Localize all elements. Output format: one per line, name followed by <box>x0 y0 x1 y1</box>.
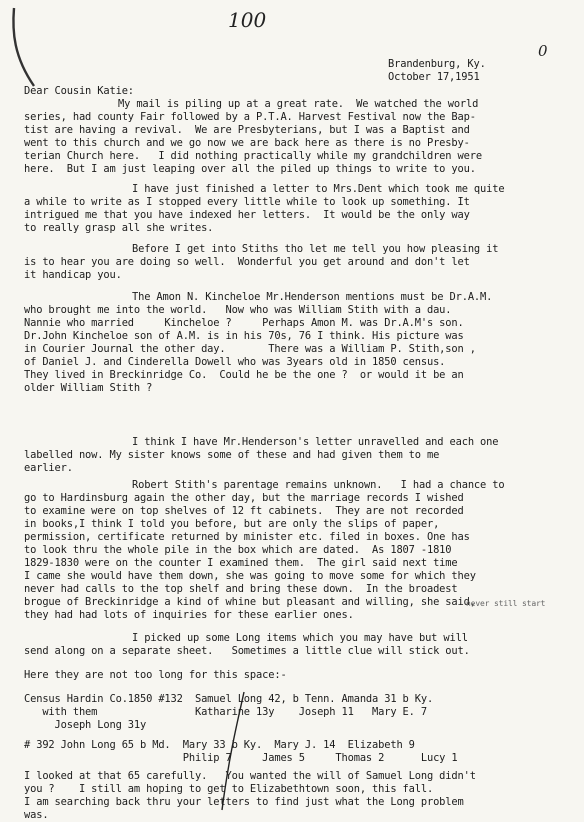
closing-line: I looked at that 65 carefully. You wanted the will of Samuel Long didn't <box>24 770 476 782</box>
paragraph-line: labelled now. My sister knows some of these and had given them to me <box>24 449 440 461</box>
letter-date: October 17,1951 <box>388 71 480 83</box>
paragraph-line: go to Hardinsburg again the other day, but the marriage records I wished <box>24 492 464 504</box>
paragraph-line: I have just finished a letter to Mrs.Dent which took me quite <box>132 183 505 195</box>
margin-bracket-mark <box>4 2 40 92</box>
circled-mark: 0 <box>538 42 548 60</box>
paragraph-line: brogue of Breckinridge a kind of whine but pleasant and willing, she said, <box>24 596 476 608</box>
paragraph-line: a while to write as I stopped every little while to look up something. It <box>24 196 470 208</box>
paragraph-line: older William Stith ? <box>24 382 153 394</box>
salutation: Dear Cousin Katie: <box>24 85 134 97</box>
paragraph-line: The Amon N. Kincheloe Mr.Henderson mentions must be Dr.A.M. <box>132 291 493 303</box>
paragraph-line: in Courier Journal the other day. There was a William P. Stith,son , <box>24 343 476 355</box>
paragraph-line: Before I get into Stiths tho let me tell you how pleasing it <box>132 243 499 255</box>
paragraph-line: 1829-1830 were on the counter I examined them. The girl said next time <box>24 557 458 569</box>
census-line: with them Katharine 13y Joseph 11 Mary E. 7 <box>24 706 427 718</box>
paragraph-line: it handicap you. <box>24 269 122 281</box>
paragraph-line: of Daniel J. and Cinderella Dowell who was 3years old in 1850 census. <box>24 356 446 368</box>
paragraph-line: Robert Stith's parentage remains unknown. I had a chance to <box>132 479 505 491</box>
paragraph-line: to examine were on top shelves of 12 ft cabinets. They are not recorded <box>24 505 464 517</box>
paragraph-line: earlier. <box>24 462 73 474</box>
paragraph-line: terian Church here. I did nothing practically while my grandchildren were <box>24 150 482 162</box>
paragraph-line: is to hear you are doing so well. Wonderful you get around and don't let <box>24 256 470 268</box>
census-line: Census Hardin Co.1850 #132 Samuel Long 42, b Tenn. Amanda 31 b Ky. <box>24 693 434 705</box>
paragraph-line: I came she would have them down, she was going to move some for which they <box>24 570 476 582</box>
paragraph-line: intrigued me that you have indexed her letters. It would be the only way <box>24 209 470 221</box>
paragraph-line: went to this church and we go now we are back here as there is no Presby- <box>24 137 470 149</box>
paragraph-line: Here they are not too long for this space:- <box>24 669 287 681</box>
paragraph-line: Dr.John Kincheloe son of A.M. is in his 70s, 76 I think. His picture was <box>24 330 464 342</box>
paragraph-line: to look thru the whole pile in the box which are dated. As 1807 -1810 <box>24 544 452 556</box>
closing-line: you ? I still am hoping to get to Elizabethtown soon, this fall. <box>24 783 434 795</box>
census-line: Philip 7 James 5 Thomas 2 Lucy 1 <box>24 752 458 764</box>
paragraph-line: My mail is piling up at a great rate. We watched the world <box>118 98 479 110</box>
paragraph-line: series, had county Fair followed by a P.T.A. Harvest Festival now the Bap- <box>24 111 476 123</box>
paragraph-line: to really grasp all she writes. <box>24 222 214 234</box>
paragraph-line: I picked up some Long items which you may have but will <box>132 632 468 644</box>
paragraph-line: tist are having a revival. We are Presbyterians, but I was a Baptist and <box>24 124 470 136</box>
census-line: Joseph Long 31y <box>24 719 147 731</box>
paragraph-line: They lived in Breckinridge Co. Could he be the one ? or would it be an <box>24 369 464 381</box>
closing-line: I am searching back thru your letters to find just what the Long problem <box>24 796 464 808</box>
paragraph-line: they had had lots of inquiries for these earlier ones. <box>24 609 354 621</box>
paragraph-line: send along on a separate sheet. Sometimes a little clue will stick out. <box>24 645 470 657</box>
paragraph-line: I think I have Mr.Henderson's letter unravelled and each one <box>132 436 499 448</box>
overstrike-text: never still start <box>466 599 546 608</box>
closing-line: was. <box>24 809 49 821</box>
census-line: # 392 John Long 65 b Md. Mary 33 b Ky. Mary J. 14 Elizabeth 9 <box>24 739 415 751</box>
page-number: 100 <box>228 8 267 32</box>
paragraph-line: Nannie who married Kincheloe ? Perhaps Amon M. was Dr.A.M's son. <box>24 317 464 329</box>
paragraph-line: never had calls to the top shelf and bring these down. In the broadest <box>24 583 458 595</box>
letter-place: Brandenburg, Ky. <box>388 58 486 70</box>
paragraph-line: permission, certificate returned by minister etc. filed in boxes. One has <box>24 531 470 543</box>
paragraph-line: who brought me into the world. Now who was William Stith with a dau. <box>24 304 452 316</box>
paragraph-line: here. But I am just leaping over all the piled up things to write to you. <box>24 163 476 175</box>
paragraph-line: in books,I think I told you before, but are only the slips of paper, <box>24 518 440 530</box>
